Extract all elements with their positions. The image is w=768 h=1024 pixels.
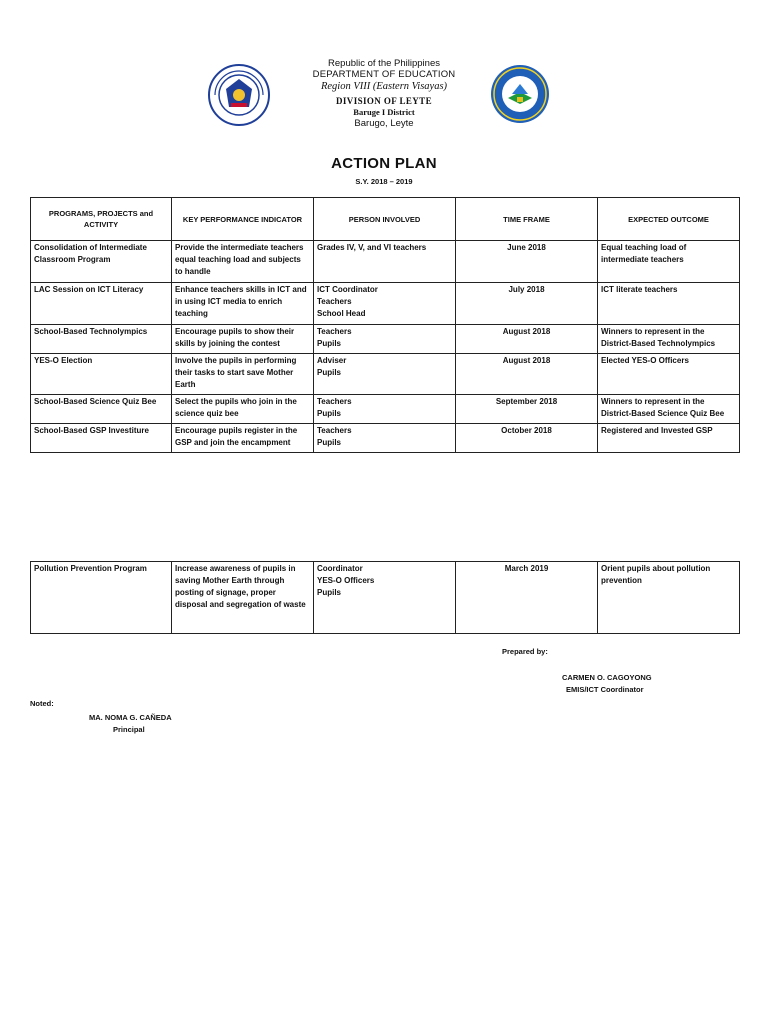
person-cell: Teachers Pupils (314, 395, 456, 424)
kpi-cell: Provide the intermediate teachers equal teaching load and subjects to handle (172, 241, 314, 283)
kpi-cell: Increase awareness of pupils in saving Mother Earth through posting of signage, proper disposal and segregation of waste (172, 562, 314, 634)
letterhead (0, 58, 768, 130)
time-cell: August 2018 (456, 354, 598, 395)
program-cell: School-Based Technolympics (31, 325, 172, 354)
action-plan-table-continued (30, 561, 740, 634)
program-cell: YES-O Election (31, 354, 172, 395)
outcome-cell: Registered and Invested GSP (598, 424, 740, 453)
republic-line: Republic of the Philippines (328, 58, 440, 69)
kpi-cell: Enhance teachers skills in ICT and in using ICT media to enrich teaching (172, 283, 314, 325)
program-cell: LAC Session on ICT Literacy (31, 283, 172, 325)
outcome-cell: Winners to represent in the District-Based Science Quiz Bee (598, 395, 740, 424)
outcome-cell: ICT literate teachers (598, 283, 740, 325)
person-cell: Coordinator YES-O Officers Pupils (314, 562, 456, 634)
region-line: Region VIII (Eastern Visayas) (320, 81, 448, 92)
outcome-cell: Equal teaching load of intermediate teachers (598, 241, 740, 283)
table-row (31, 283, 740, 325)
district-line: Baruge I District (353, 107, 415, 117)
column-header: KEY PERFORMANCE INDICATOR (172, 198, 314, 241)
table-row (31, 562, 740, 634)
program-cell: Pollution Prevention Program (31, 562, 172, 634)
table-row (31, 354, 740, 395)
table-row (31, 241, 740, 283)
table-row (31, 424, 740, 453)
person-cell: ICT Coordinator Teachers School Head (314, 283, 456, 325)
program-cell: Consolidation of Intermediate Classroom Program (31, 241, 172, 283)
noted-by-name: MA. NOMA G. CAÑEDA (89, 713, 172, 722)
time-cell: June 2018 (456, 241, 598, 283)
department-line: DEPARTMENT OF EDUCATION (312, 69, 456, 80)
outcome-cell: Orient pupils about pollution prevention (598, 562, 740, 634)
time-cell: September 2018 (456, 395, 598, 424)
kpi-cell: Encourage pupils register in the GSP and join the encampment (172, 424, 314, 453)
person-cell: Teachers Pupils (314, 424, 456, 453)
action-plan-table (30, 197, 740, 453)
column-header: PERSON INVOLVED (314, 198, 456, 241)
prepared-by-label: Prepared by: (502, 647, 548, 656)
person-cell: Grades IV, V, and VI teachers (314, 241, 456, 283)
noted-label: Noted: (30, 699, 54, 708)
column-header: TIME FRAME (456, 198, 598, 241)
prepared-by-name: CARMEN O. CAGOYONG (562, 673, 652, 682)
noted-by-role: Principal (113, 725, 145, 734)
time-cell: October 2018 (456, 424, 598, 453)
person-cell: Adviser Pupils (314, 354, 456, 395)
school-year: S.Y. 2018 – 2019 (355, 177, 413, 186)
outcome-cell: Elected YES-O Officers (598, 354, 740, 395)
program-cell: School-Based Science Quiz Bee (31, 395, 172, 424)
document-title: ACTION PLAN (331, 155, 437, 172)
kpi-cell: Select the pupils who join in the science quiz bee (172, 395, 314, 424)
division-line: DIVISION OF LEYTE (336, 96, 432, 106)
column-header: PROGRAMS, PROJECTS and ACTIVITY (31, 198, 172, 241)
location-line: Barugo, Leyte (354, 118, 414, 129)
table-row (31, 325, 740, 354)
kpi-cell: Encourage pupils to show their skills by joining the contest (172, 325, 314, 354)
person-cell: Teachers Pupils (314, 325, 456, 354)
time-cell: August 2018 (456, 325, 598, 354)
column-header: EXPECTED OUTCOME (598, 198, 740, 241)
outcome-cell: Winners to represent in the District-Based Technolympics (598, 325, 740, 354)
kpi-cell: Involve the pupils in performing their tasks to start save Mother Earth (172, 354, 314, 395)
table-header-row (31, 198, 740, 241)
time-cell: March 2019 (456, 562, 598, 634)
time-cell: July 2018 (456, 283, 598, 325)
prepared-by-role: EMIS/ICT Coordinator (566, 685, 644, 694)
program-cell: School-Based GSP Investiture (31, 424, 172, 453)
table-row (31, 395, 740, 424)
